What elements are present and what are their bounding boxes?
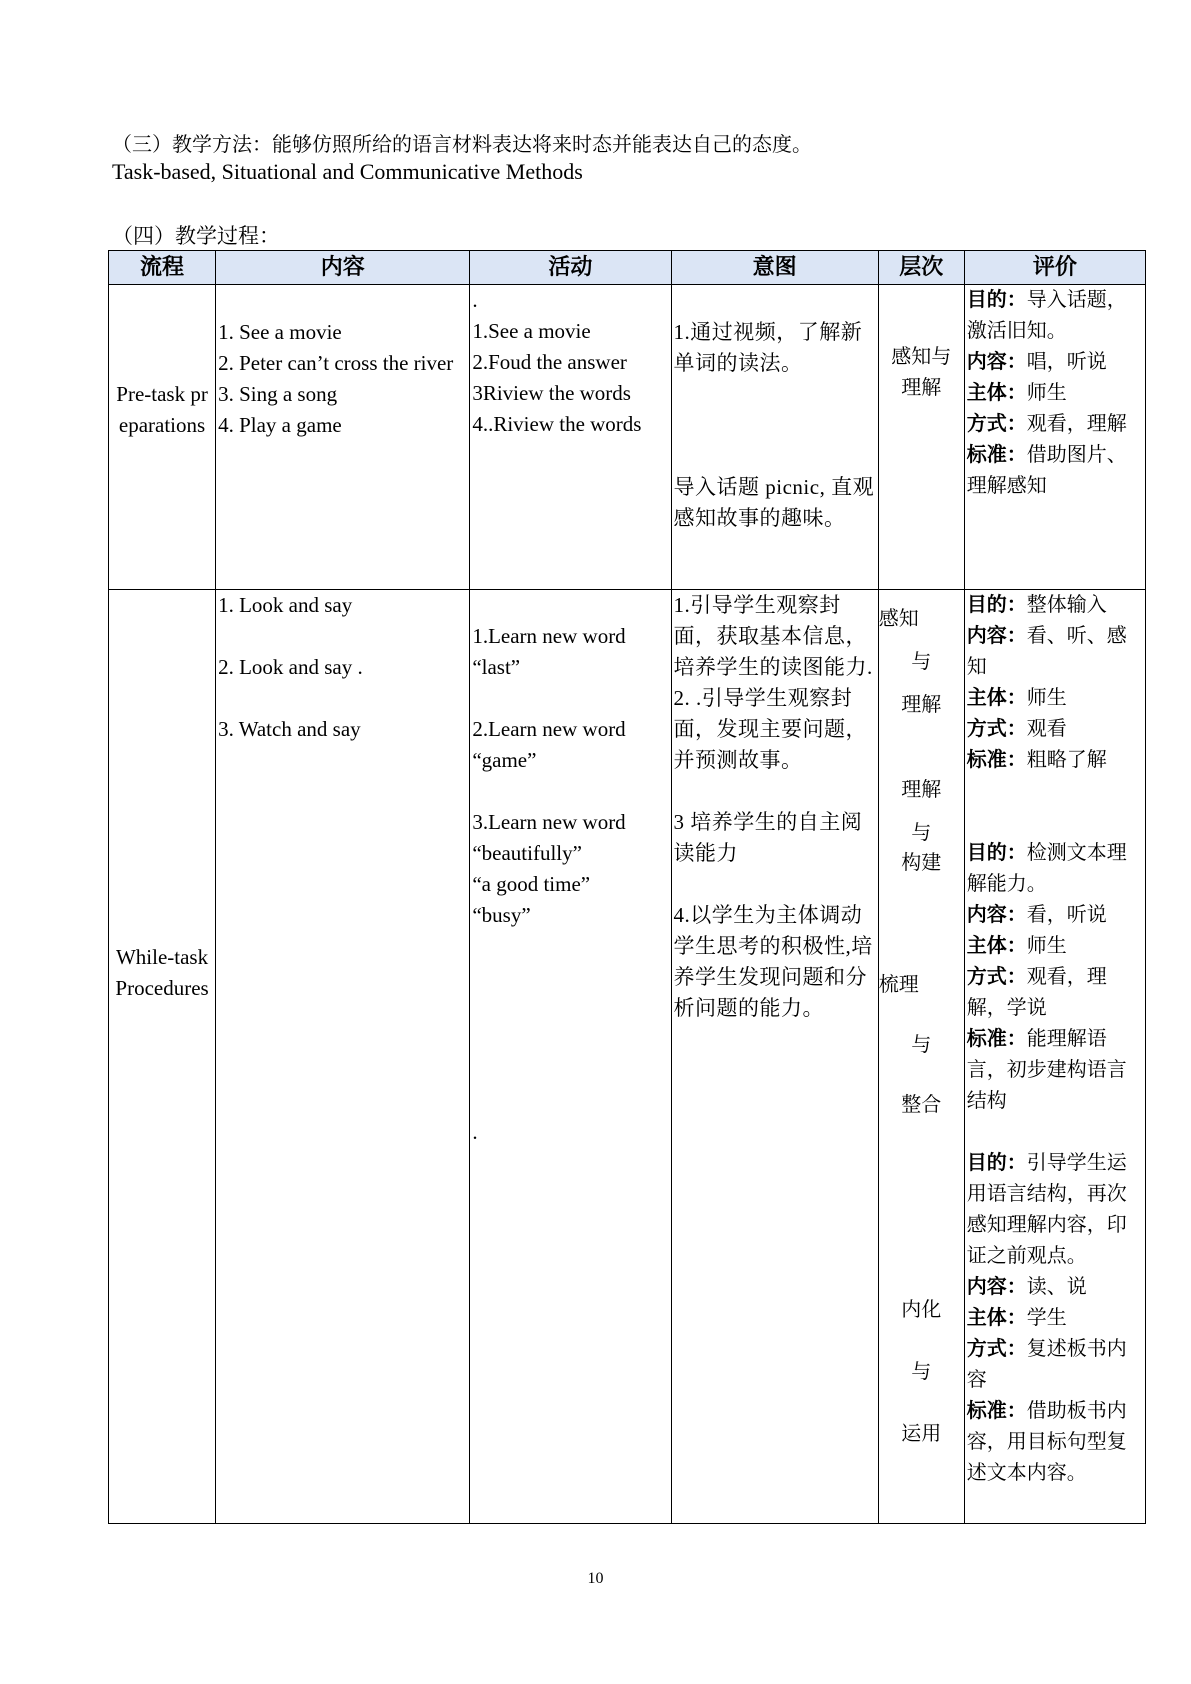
evaluation-item bbox=[967, 1148, 1143, 1272]
evaluation-value: 师生 bbox=[1026, 935, 1067, 957]
level-label: 内化 bbox=[901, 1299, 942, 1321]
evaluation-item bbox=[967, 1024, 1143, 1117]
teaching-process-heading: （四）教学过程： bbox=[112, 224, 280, 248]
header-flow: 流程 bbox=[109, 251, 216, 285]
evaluation-key: 目的： bbox=[966, 842, 1027, 864]
list-item: 1. See a movie bbox=[218, 320, 342, 344]
list-item: . bbox=[472, 1120, 478, 1144]
level-label: 与 bbox=[911, 651, 932, 673]
evaluation-value: 师生 bbox=[1026, 382, 1067, 404]
level-label: 理解 bbox=[901, 694, 942, 716]
evaluation-key: 方式： bbox=[966, 966, 1027, 988]
intent-text: 4.以学生为主体调动学生思考的积极性,培养学生发现问题和分析问题的能力。 bbox=[673, 903, 873, 1020]
table-row bbox=[109, 285, 1146, 590]
evaluation-value: 导入话题，激活旧知。 bbox=[966, 289, 1127, 342]
activity-cell bbox=[470, 285, 671, 590]
content-cell bbox=[216, 590, 470, 1524]
evaluation-item bbox=[967, 900, 1143, 931]
evaluation-key: 目的： bbox=[966, 1152, 1027, 1174]
header-evaluation: 评价 bbox=[964, 251, 1145, 285]
list-item: 2.Foud the answer bbox=[472, 350, 627, 374]
level-label: 运用 bbox=[901, 1423, 942, 1445]
evaluation-item bbox=[967, 838, 1143, 900]
evaluation-key: 标准： bbox=[966, 1028, 1027, 1050]
evaluation-key: 主体： bbox=[966, 687, 1027, 709]
list-item: . bbox=[472, 288, 478, 312]
list-item: 3.Learn new word bbox=[472, 810, 626, 834]
level-label: 与 bbox=[911, 1361, 932, 1383]
intent-text: 1.通过视频，了解新单词的读法。 bbox=[673, 320, 863, 375]
header-level: 层次 bbox=[878, 251, 964, 285]
evaluation-value: 师生 bbox=[1026, 687, 1067, 709]
intent-cell bbox=[671, 285, 878, 590]
list-item: 3. Watch and say bbox=[218, 717, 361, 741]
evaluation-key: 方式： bbox=[966, 1338, 1027, 1360]
content-cell bbox=[216, 285, 470, 590]
evaluation-key: 目的： bbox=[966, 594, 1027, 616]
evaluation-value: 能理解语言，初步建构语言结构 bbox=[966, 1028, 1127, 1112]
evaluation-value: 借助图片、理解感知 bbox=[966, 444, 1127, 497]
evaluation-key: 目的： bbox=[966, 289, 1027, 311]
intent-text: 导入话题 picnic, 直观感知故事的趣味。 bbox=[673, 475, 875, 530]
evaluation-value: 检测文本理解能力。 bbox=[966, 842, 1127, 895]
list-item: 3Riview the words bbox=[472, 381, 631, 405]
stage-cell bbox=[109, 285, 216, 590]
evaluation-key: 方式： bbox=[966, 718, 1027, 740]
stage-label: While-task Procedures bbox=[115, 945, 209, 1000]
evaluation-key: 主体： bbox=[966, 935, 1027, 957]
list-item: 2. Peter can’t cross the river bbox=[218, 351, 454, 375]
evaluation-item bbox=[967, 714, 1143, 745]
list-item: “game” bbox=[472, 748, 537, 772]
evaluation-item bbox=[967, 1303, 1143, 1334]
evaluation-cell bbox=[964, 285, 1145, 590]
evaluation-item bbox=[967, 347, 1143, 378]
evaluation-value: 学生 bbox=[1026, 1307, 1067, 1329]
level-label: 梳理 bbox=[878, 974, 919, 996]
evaluation-item bbox=[967, 285, 1143, 347]
table-row bbox=[109, 590, 1146, 1524]
intent-text: 1.引导学生观察封面，获取基本信息，培养学生的读图能力. bbox=[673, 593, 873, 679]
list-item: 3. Sing a song bbox=[218, 382, 338, 406]
evaluation-key: 内容： bbox=[966, 904, 1027, 926]
header-activity: 活动 bbox=[470, 251, 671, 285]
evaluation-key: 主体： bbox=[966, 382, 1027, 404]
stage-label: Pre-task preparations bbox=[116, 382, 208, 437]
evaluation-item bbox=[967, 440, 1143, 502]
activity-cell bbox=[470, 590, 671, 1524]
level-label: 感知 bbox=[878, 608, 919, 630]
evaluation-key: 标准： bbox=[966, 1400, 1027, 1422]
list-item: 2. Look and say . bbox=[218, 655, 363, 679]
intent-cell bbox=[671, 590, 878, 1524]
evaluation-value: 观看 bbox=[1026, 718, 1067, 740]
teaching-method-heading: （三）教学方法：能够仿照所给的语言材料表达将来时态并能表达自己的态度。 bbox=[112, 132, 812, 156]
level-cell bbox=[878, 590, 964, 1524]
evaluation-value: 唱，听说 bbox=[1026, 351, 1107, 373]
evaluation-key: 标准： bbox=[966, 749, 1027, 771]
level-label: 构建 bbox=[901, 852, 942, 874]
header-content: 内容 bbox=[216, 251, 470, 285]
intent-text: 3 培养学生的自主阅读能力 bbox=[673, 810, 863, 865]
level-label: 感知与理解 bbox=[891, 346, 952, 399]
header-intent: 意图 bbox=[671, 251, 878, 285]
list-item: 4. Play a game bbox=[218, 413, 342, 437]
evaluation-item bbox=[967, 378, 1143, 409]
teaching-process-table bbox=[108, 250, 1146, 1524]
evaluation-item bbox=[967, 683, 1143, 714]
evaluation-key: 内容： bbox=[966, 1276, 1027, 1298]
list-item: “last” bbox=[472, 655, 521, 679]
level-label: 整合 bbox=[901, 1094, 942, 1116]
evaluation-item bbox=[967, 409, 1143, 440]
evaluation-item bbox=[967, 1396, 1143, 1489]
evaluation-key: 内容： bbox=[966, 625, 1027, 647]
evaluation-value: 引导学生运用语言结构，再次感知理解内容，印证之前观点。 bbox=[966, 1152, 1127, 1267]
list-item: “busy” bbox=[472, 903, 531, 927]
evaluation-key: 方式： bbox=[966, 413, 1027, 435]
evaluation-value: 看、听、感知 bbox=[966, 625, 1127, 678]
level-label: 与 bbox=[911, 1034, 932, 1056]
list-item: 2.Learn new word bbox=[472, 717, 626, 741]
evaluation-value: 读、说 bbox=[1026, 1276, 1087, 1298]
evaluation-value: 粗略了解 bbox=[1026, 749, 1107, 771]
evaluation-value: 观看，理解 bbox=[1026, 413, 1127, 435]
evaluation-key: 内容： bbox=[966, 351, 1027, 373]
evaluation-item bbox=[967, 745, 1143, 776]
level-cell bbox=[878, 285, 964, 590]
list-item: 1.See a movie bbox=[472, 319, 591, 343]
page-number: 10 bbox=[587, 1570, 604, 1587]
evaluation-item bbox=[967, 1334, 1143, 1396]
evaluation-key: 主体： bbox=[966, 1307, 1027, 1329]
evaluation-value: 复述板书内容 bbox=[966, 1338, 1127, 1391]
list-item: “beautifully” bbox=[472, 841, 582, 865]
stage-cell bbox=[109, 590, 216, 1524]
evaluation-value: 借助板书内容，用目标句型复述文本内容。 bbox=[966, 1400, 1127, 1484]
list-item: 4..Riview the words bbox=[472, 412, 642, 436]
level-label: 与 bbox=[911, 822, 932, 844]
evaluation-cell bbox=[964, 590, 1145, 1524]
evaluation-value: 看，听说 bbox=[1026, 904, 1107, 926]
intent-text: 2. .引导学生观察封面，发现主要问题，并预测故事。 bbox=[673, 686, 868, 772]
list-item: “a good time” bbox=[472, 872, 591, 896]
evaluation-item bbox=[967, 931, 1143, 962]
evaluation-item bbox=[967, 1272, 1143, 1303]
table-header-row bbox=[109, 251, 1146, 285]
list-item: 1. Look and say bbox=[218, 593, 353, 617]
evaluation-key: 标准： bbox=[966, 444, 1027, 466]
list-item: 1.Learn new word bbox=[472, 624, 626, 648]
methods-line: Task-based, Situational and Communicative Methods bbox=[112, 159, 583, 184]
evaluation-value: 观看，理解，学说 bbox=[966, 966, 1107, 1019]
evaluation-value: 整体输入 bbox=[1026, 594, 1107, 616]
evaluation-item bbox=[967, 590, 1143, 621]
evaluation-item bbox=[967, 621, 1143, 683]
level-label: 理解 bbox=[901, 779, 942, 801]
evaluation-item bbox=[967, 962, 1143, 1024]
